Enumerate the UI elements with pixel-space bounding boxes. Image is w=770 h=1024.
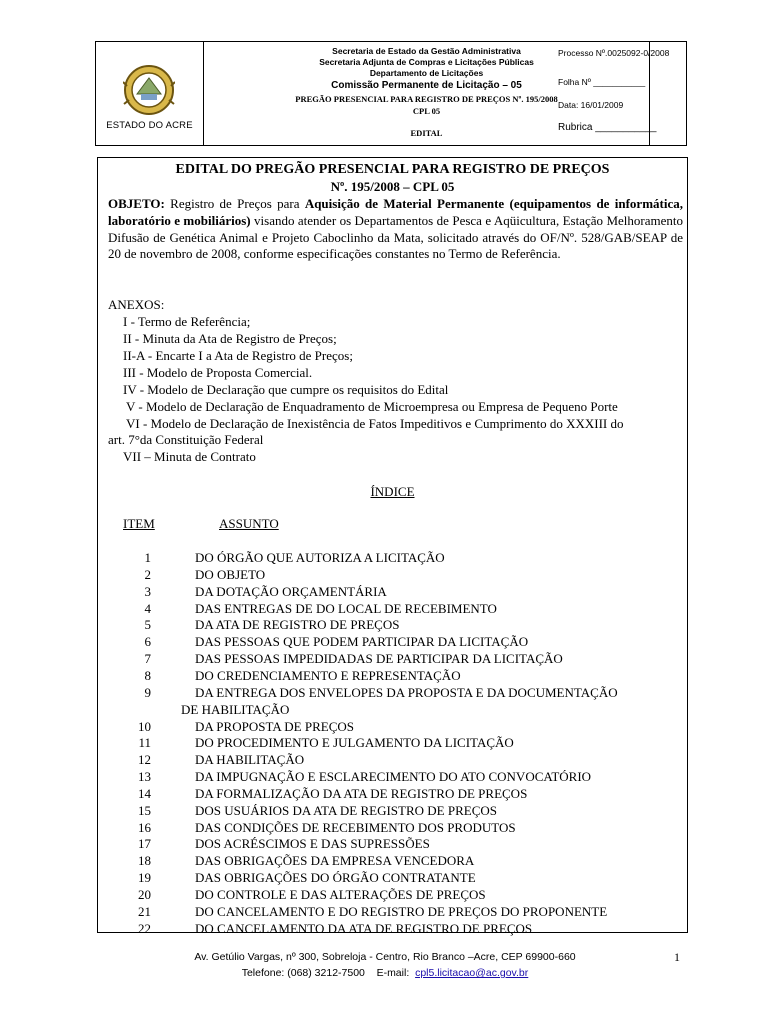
index-item-number: 15 [138, 802, 151, 818]
index-item-number: 11 [138, 735, 151, 751]
anexo-item: I - Termo de Referência; [123, 314, 251, 329]
index-item-subject: DAS ENTREGAS DE DO LOCAL DE RECEBIMENTO [195, 600, 497, 616]
anexos-label: ANEXOS: [108, 297, 165, 312]
date-field: Data: 16/01/2009 [558, 100, 624, 110]
index-item-subject: DO OBJETO [195, 566, 266, 582]
index-item-number: 20 [138, 887, 151, 902]
index-item-number: 14 [138, 785, 151, 801]
index-item-subject: DO ÓRGÃO QUE AUTORIZA A LICITAÇÃO [195, 550, 445, 565]
anexo-item: VI - Modelo de Declaração de Inexistência de Fatos Impeditivos e Cumprimento do XXXIII do [123, 416, 624, 431]
index-item-number: 6 [144, 634, 151, 650]
index-item-number: 12 [138, 752, 151, 768]
rubrica-field: Rubrica ___________ [558, 122, 657, 133]
objeto-text-pre: Registro de Preços para [164, 196, 305, 211]
index-item-number: 18 [138, 853, 151, 869]
footer-contact [0, 967, 770, 979]
header-line-3: Departamento de Licitações [369, 68, 484, 78]
index-item-subject: DO CREDENCIAMENTO E REPRESENTAÇÃO [195, 667, 461, 683]
indice-heading: ÍNDICE [370, 484, 415, 499]
header-line-1: Secretaria de Estado da Gestão Administrativa [332, 46, 521, 56]
index-item-subject: DA IMPUGNAÇÃO E ESCLARECIMENTO DO ATO CONVOCATÓRIO [195, 769, 592, 785]
header-line-7: EDITAL [410, 128, 443, 138]
index-item-subject: DA FORMALIZAÇÃO DA ATA DE REGISTRO DE PREÇOS [195, 785, 528, 801]
index-item-subject: DAS OBRIGAÇÕES DA EMPRESA VENCEDORA [195, 853, 475, 869]
index-item-subject: DA HABILITAÇÃO [195, 752, 305, 768]
index-item-number: 3 [144, 583, 151, 599]
footer-address: Av. Getúlio Vargas, nº 300, Sobreloja - Centro, Rio Branco –Acre, CEP 69900-660 [194, 951, 576, 963]
anexo-item: V - Modelo de Declaração de Enquadramento de Microempresa ou Empresa de Pequeno Porte [123, 399, 618, 414]
index-item-number: 5 [144, 617, 151, 633]
index-item-subject: DA PROPOSTA DE PREÇOS [195, 718, 354, 734]
header-line-2: Secretaria Adjunta de Compras e Licitações Públicas [319, 57, 534, 67]
processo-number: Processo Nº.0025092-0/2008 [558, 48, 670, 58]
index-item-number: 13 [138, 769, 151, 785]
anexo-item: VII – Minuta de Contrato [123, 449, 256, 464]
index-item-subject: DA ATA DE REGISTRO DE PREÇOS [195, 617, 400, 633]
objeto-label: OBJETO: [108, 196, 165, 211]
index-item-number: 10 [138, 718, 151, 734]
doc-subtitle: Nº. 195/2008 – CPL 05 [330, 179, 455, 194]
index-item-subject: DO CONTROLE E DAS ALTERAÇÕES DE PREÇOS [195, 887, 486, 902]
header-line-6: CPL 05 [412, 106, 441, 116]
index-item-subject: DE HABILITAÇÃO [181, 701, 290, 717]
folha-field: Folha Nº ___________ [558, 77, 646, 87]
index-item-number: 9 [144, 684, 151, 700]
index-item-number: 7 [144, 651, 151, 667]
anexo-item: IV - Modelo de Declaração que cumpre os requisitos do Edital [123, 382, 449, 397]
objeto-paragraph [108, 196, 683, 263]
index-item-number: 22 [138, 920, 151, 936]
footer-phone: Telefone: (068) 3212-7500 E-mail: [241, 967, 416, 979]
objeto-text-bold: Aquisição de Material Permanente (equipamentos de informática, laboratório e mobiliários) [108, 196, 683, 228]
anexo-item: II - Minuta da Ata de Registro de Preços; [123, 331, 337, 346]
header-logo-cell [96, 42, 204, 145]
index-item-number: 2 [144, 566, 151, 582]
anexo-item: II-A - Encarte I a Ata de Registro de Preços; [123, 348, 353, 363]
doc-title: EDITAL DO PREGÃO PRESENCIAL PARA REGISTRO DE PREÇOS [175, 162, 610, 177]
index-item-subject: DOS ACRÉSCIMOS E DAS SUPRESSÕES [195, 836, 430, 852]
index-item-subject: DA ENTREGA DOS ENVELOPES DA PROPOSTA E DA DOCUMENTAÇÃO [195, 684, 618, 700]
state-name: ESTADO DO ACRE [106, 120, 193, 131]
header-line-4: Comissão Permanente de Licitação – 05 [331, 80, 522, 91]
footer-email-link[interactable]: cpl5.licitacao@ac.gov.br [415, 967, 529, 979]
state-seal-icon [123, 64, 175, 116]
index-item-subject: DOS USUÁRIOS DA ATA DE REGISTRO DE PREÇOS [195, 802, 497, 818]
column-header-item: ITEM [123, 516, 155, 531]
anexo-item: III - Modelo de Proposta Comercial. [123, 365, 313, 380]
index-item-number: 8 [144, 667, 151, 683]
column-header-assunto: ASSUNTO [219, 516, 279, 531]
index-item-number: 21 [138, 903, 151, 919]
index-item-subject: DAS CONDIÇÕES DE RECEBIMENTO DOS PRODUTOS [195, 819, 516, 835]
index-item-subject: DA DOTAÇÃO ORÇAMENTÁRIA [195, 583, 387, 599]
header-table [95, 41, 687, 146]
index-item-subject: DO PROCEDIMENTO E JULGAMENTO DA LICITAÇÃO [195, 735, 514, 751]
index-item-number: 16 [138, 819, 151, 835]
edital-box [97, 157, 688, 936]
index-item-subject: DAS PESSOAS IMPEDIDADAS DE PARTICIPAR DA LICITAÇÃO [195, 651, 563, 667]
index-item-number: 17 [138, 836, 151, 852]
index-item-subject: DAS PESSOAS QUE PODEM PARTICIPAR DA LICITAÇÃO [195, 634, 529, 650]
index-item-subject: DAS OBRIGAÇÕES DO ÓRGÃO CONTRATANTE [195, 870, 476, 886]
header-line-5: PREGÃO PRESENCIAL PARA REGISTRO DE PREÇOS Nº. 195/2008 [295, 94, 558, 104]
anexo-item-continued: art. 7°da Constituição Federal [108, 432, 264, 447]
objeto-text-post: visando atender os Departamentos de Pesca e Aqüicultura, Estação Melhoramento Difusão de Genética Animal e Projeto Caboclinho da Mata, solicitado através do OF/Nº. 528/GAB/SEAP de 20 de novembro de 2008, conforme especificações constantes no Termo de Referência. [108, 212, 683, 262]
index-item-number: 1 [144, 550, 151, 565]
index-item-subject: DO CANCELAMENTO DA ATA DE REGISTRO DE PREÇOS [195, 920, 533, 936]
index-item-number: 4 [144, 600, 151, 616]
index-item-subject: DO CANCELAMENTO E DO REGISTRO DE PREÇOS DO PROPONENTE [195, 903, 608, 919]
page-number: 1 [674, 950, 680, 964]
index-item-number: 19 [138, 870, 151, 886]
